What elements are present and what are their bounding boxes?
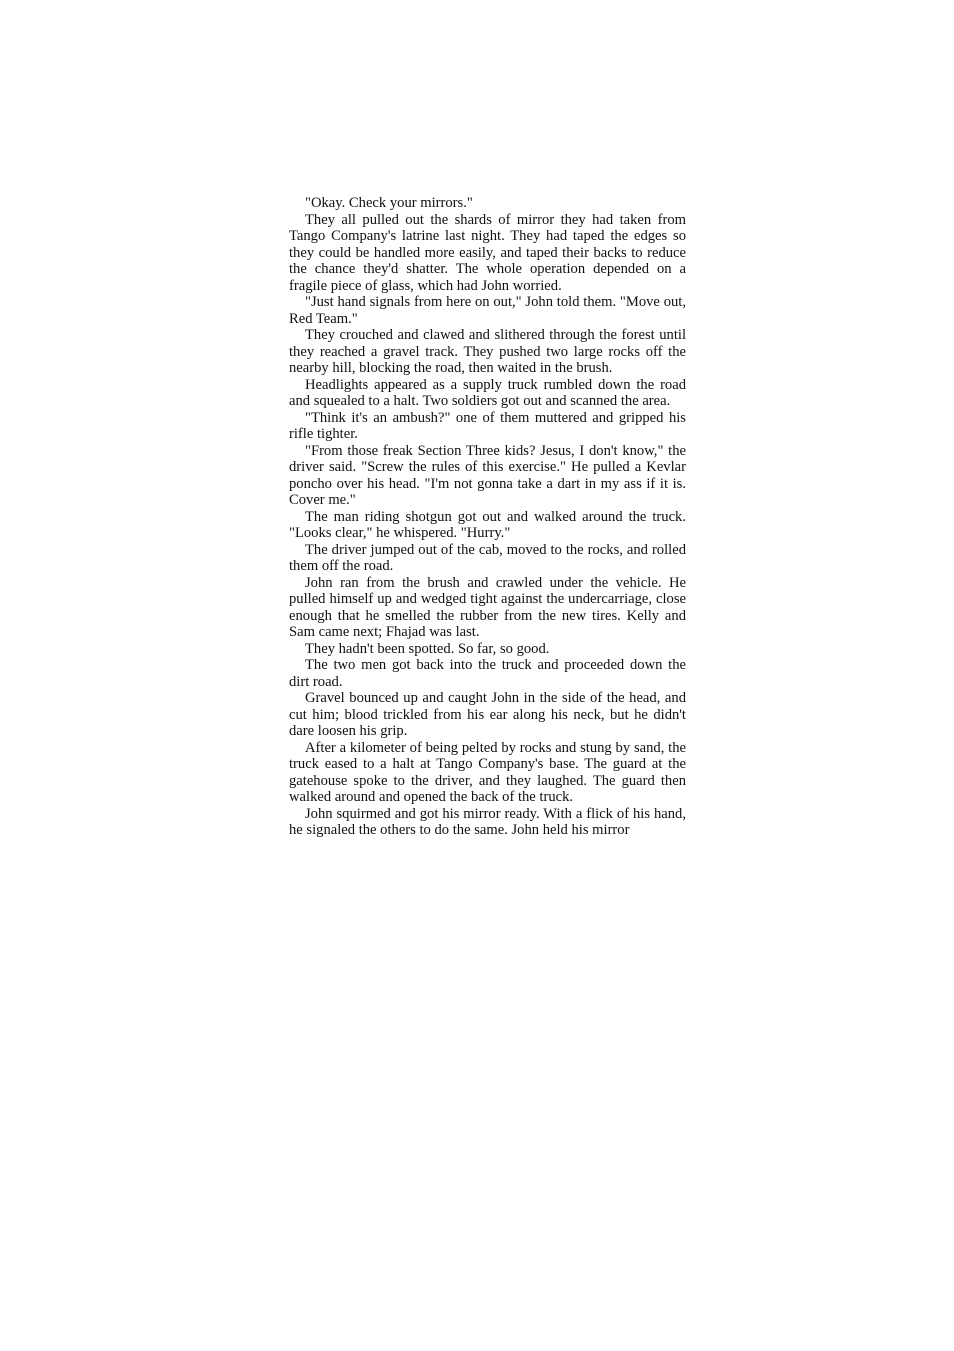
paragraph-15: John squirmed and got his mirror ready. With a flick of his hand, he signaled the others to do the same. John held his mirror (289, 805, 686, 838)
paragraph-8: The man riding shotgun got out and walked around the truck. "Looks clear," he whispered. "Hurry." (289, 508, 686, 541)
paragraph-13: Gravel bounced up and caught John in the side of the head, and cut him; blood trickled from his ear along his neck, but he didn't dare loosen his grip. (289, 690, 686, 739)
body-text (289, 195, 686, 839)
paragraph-11: They hadn't been spotted. So far, so good. (305, 640, 550, 657)
paragraph-9: The driver jumped out of the cab, moved to the rocks, and rolled them off the road. (289, 541, 686, 574)
paragraph-5: Headlights appeared as a supply truck rumbled down the road and squealed to a halt. Two soldiers got out and scanned the area. (289, 376, 686, 409)
paragraph-3: "Just hand signals from here on out," John told them. "Move out, Red Team." (289, 294, 686, 327)
paragraph-1: "Okay. Check your mirrors." (305, 195, 473, 211)
paragraph-14: After a kilometer of being pelted by rocks and stung by sand, the truck eased to a halt at Tango Company's base. The guard at the gatehouse spoke to the driver, and they laughed. The guard then walked around and opened the back of the truck. (289, 739, 686, 805)
paragraph-2: They all pulled out the shards of mirror they had taken from Tango Company's latrine last night. They had taped the edges so they could be handled more easily, and taped their backs to reduce the chance they'd shatter. The whole operation depended on a fragile piece of glass, which had John worried. (289, 211, 686, 294)
paragraph-6: "Think it's an ambush?" one of them muttered and gripped his rifle tighter. (289, 409, 686, 442)
paragraph-12: The two men got back into the truck and proceeded down the dirt road. (289, 657, 686, 690)
paragraph-7: "From those freak Section Three kids? Jesus, I don't know," the driver said. "Screw the rules of this exercise." He pulled a Kevlar poncho over his head. "I'm not gonna take a dart in my ass if it is. Cover me." (289, 442, 686, 508)
paragraph-4: They crouched and clawed and slithered through the forest until they reached a gravel track. They pushed two large rocks off the nearby hill, blocking the road, then waited in the brush. (289, 327, 686, 376)
paragraph-10: John ran from the brush and crawled under the vehicle. He pulled himself up and wedged tight against the undercarriage, close enough that he smelled the rubber from the new tires. Kelly and Sam came next; Fhajad was last. (289, 574, 686, 640)
